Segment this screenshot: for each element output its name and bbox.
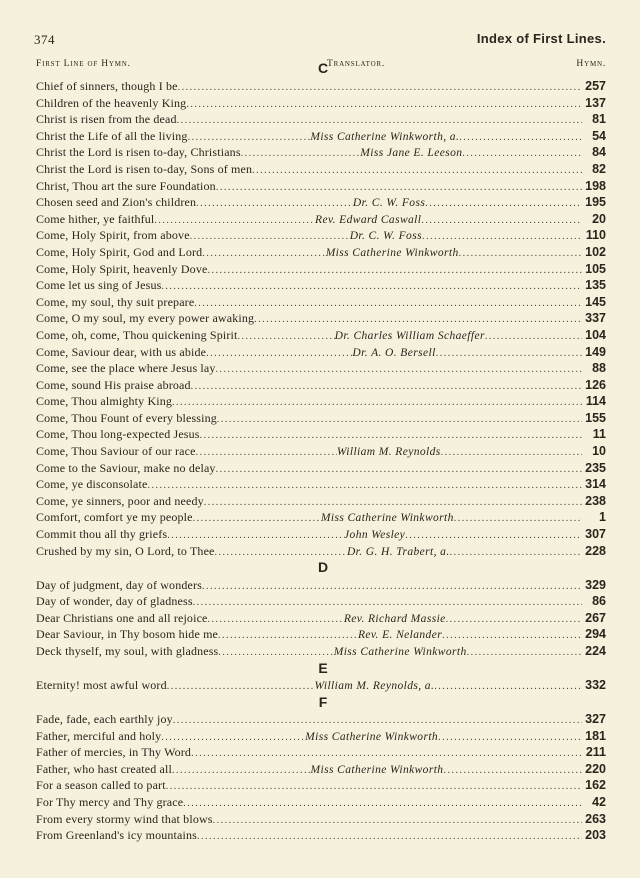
hymn-number: 137 — [585, 95, 606, 110]
section-letter: D — [317, 559, 329, 576]
dot-leader — [438, 730, 582, 745]
dot-leader — [191, 746, 582, 761]
index-entry — [36, 577, 606, 594]
hymn-number: 224 — [585, 643, 606, 658]
hymn-number: 327 — [585, 711, 606, 726]
first-line-text: Comfort, comfort ye my people — [36, 510, 193, 525]
dot-leader — [154, 213, 315, 228]
index-entry — [36, 144, 606, 161]
first-line-text: Come, Holy Spirit, heavenly Dove — [36, 261, 208, 276]
index-entry — [36, 310, 606, 327]
hymn-number: 263 — [585, 811, 606, 826]
first-line-text: Christ, Thou art the sure Foundation — [36, 178, 216, 193]
dot-leader — [485, 329, 582, 344]
translator-name: Miss Catherine Winkworth, a. — [310, 130, 460, 143]
first-line-text: Christ the Lord is risen to-day, Sons of men — [36, 161, 253, 176]
dot-leader — [208, 612, 344, 627]
dot-leader — [202, 246, 325, 261]
index-entry — [36, 194, 606, 211]
first-line-text: Come, Holy Spirit, from above — [36, 228, 190, 243]
hymn-number: 332 — [585, 677, 606, 692]
translator-name: Dr. C. W. Foss — [349, 230, 422, 243]
hymn-number: 86 — [592, 594, 606, 609]
hymn-number: 267 — [585, 610, 606, 625]
dot-leader — [172, 763, 311, 778]
index-entry — [36, 744, 606, 761]
dot-leader — [254, 312, 582, 327]
first-line-text: Christ the Lord is risen to-day, Christians — [36, 145, 241, 160]
hymn-number: 88 — [592, 361, 606, 376]
hymn-number: 307 — [585, 527, 606, 542]
dot-leader — [459, 246, 582, 261]
hymn-number: 114 — [585, 394, 606, 409]
hymn-number: 105 — [585, 261, 606, 276]
first-line-text: Dear Christians one and all rejoice — [36, 610, 208, 625]
hymn-number: 155 — [585, 410, 606, 425]
index-entry — [36, 543, 606, 560]
hymn-number: 235 — [585, 460, 606, 475]
index-entry — [36, 294, 606, 311]
index-entry — [36, 526, 606, 543]
index-entry — [36, 410, 606, 427]
dot-leader — [252, 163, 582, 178]
dot-leader — [216, 362, 582, 377]
hymn-number: 135 — [585, 278, 606, 293]
first-line-text: Come, Thou long-expected Jesus — [36, 427, 200, 442]
translator-name: Rev. E. Nelander — [357, 629, 443, 642]
hymn-number: 203 — [585, 828, 606, 843]
index-list — [36, 58, 606, 844]
dot-leader — [196, 196, 353, 211]
dot-leader — [237, 329, 334, 344]
first-line-text: Deck thyself, my soul, with gladness — [36, 643, 219, 658]
index-entry — [36, 377, 606, 394]
first-line-text: Day of judgment, day of wonders — [36, 577, 202, 592]
translator-name: Miss Catherine Winkworth — [305, 730, 439, 743]
hymn-number: 337 — [585, 311, 606, 326]
column-header-translator: Translator. — [327, 59, 386, 69]
hymn-number: 314 — [585, 477, 606, 492]
dot-leader — [183, 796, 582, 811]
index-entry — [36, 227, 606, 244]
hymn-number: 82 — [592, 161, 606, 176]
index-entry — [36, 593, 606, 610]
dot-leader — [218, 628, 358, 643]
dot-leader — [206, 346, 352, 361]
index-entry — [36, 393, 606, 410]
hymn-number: 198 — [585, 178, 606, 193]
index-entry — [36, 277, 606, 294]
hymn-number: 42 — [592, 794, 606, 809]
dot-leader — [173, 713, 582, 728]
first-line-text: From every stormy wind that blows — [36, 811, 213, 826]
first-line-text: Come to the Saviour, make no delay — [36, 460, 216, 475]
first-line-text: Come, ye sinners, poor and needy — [36, 493, 204, 508]
hymn-number: 11 — [592, 427, 606, 442]
first-line-text: Come, sound His praise abroad — [36, 377, 191, 392]
first-line-text: Chosen seed and Zion's children — [36, 195, 197, 210]
index-entry — [36, 161, 606, 178]
index-entry — [36, 626, 606, 643]
dot-leader — [193, 595, 582, 610]
dot-leader — [147, 478, 582, 493]
translator-name: Miss Catherine Winkworth — [320, 512, 454, 525]
index-entry — [36, 344, 606, 361]
dot-leader — [202, 579, 582, 594]
column-header-hymn: Hymn. — [576, 59, 606, 69]
first-line-text: Come, my soul, thy suit prepare — [36, 294, 195, 309]
first-line-text: Come, oh, come, Thou quickening Spirit — [36, 327, 238, 342]
first-line-text: From Greenland's icy mountains — [36, 828, 197, 843]
dot-leader — [241, 146, 361, 161]
dot-leader — [446, 612, 582, 627]
dot-leader — [193, 511, 321, 526]
index-entry — [36, 426, 606, 443]
page-title: Index of First Lines. — [476, 31, 606, 46]
dot-leader — [194, 296, 582, 311]
hymn-number: 10 — [592, 444, 606, 459]
hymn-number: 238 — [585, 493, 606, 508]
dot-leader — [191, 379, 582, 394]
first-line-text: Christ is risen from the dead — [36, 112, 177, 127]
first-line-text: Come let us sing of Jesus — [36, 278, 162, 293]
dot-leader — [462, 146, 582, 161]
index-entry — [36, 711, 606, 728]
dot-leader — [161, 279, 582, 294]
first-line-text: Come, Thou almighty King — [36, 394, 173, 409]
index-entry — [36, 261, 606, 278]
dot-leader — [454, 511, 582, 526]
first-line-text: Fade, fade, each earthly joy — [36, 711, 173, 726]
index-entry — [36, 811, 606, 828]
index-entry — [36, 78, 606, 95]
first-line-text: Father, who hast created all — [36, 761, 173, 776]
first-line-text: Father, merciful and holy — [36, 728, 162, 743]
hymn-number: 145 — [585, 294, 606, 309]
translator-name: William M. Reynolds — [336, 446, 441, 459]
dot-leader — [442, 628, 582, 643]
translator-name: Dr. C. W. Foss — [352, 197, 426, 210]
translator-name: William M. Reynolds, a. — [314, 679, 435, 692]
dot-leader — [459, 130, 582, 145]
hymn-number: 294 — [585, 627, 606, 642]
translator-name: Rev. Richard Massie — [343, 612, 446, 625]
dot-leader — [204, 495, 582, 510]
dot-leader — [405, 528, 582, 543]
index-entry — [36, 509, 606, 526]
dot-leader — [421, 213, 582, 228]
hymn-number: 195 — [585, 195, 606, 210]
hymn-number: 329 — [585, 577, 606, 592]
index-entry — [36, 443, 606, 460]
section-letter: F — [318, 693, 328, 710]
index-entry — [36, 178, 606, 195]
dot-leader — [216, 180, 582, 195]
hymn-number: 257 — [585, 79, 606, 93]
index-entry — [36, 777, 606, 794]
first-line-text: Come, ye disconsolate — [36, 477, 148, 492]
dot-leader — [161, 730, 305, 745]
index-entry — [36, 460, 606, 477]
dot-leader — [197, 829, 582, 844]
hymn-number: 181 — [585, 728, 606, 743]
dot-leader — [213, 813, 582, 828]
first-line-text: For a season called to part — [36, 778, 166, 793]
hymn-number: 104 — [585, 327, 606, 342]
translator-name: Miss Catherine Winkworth — [310, 763, 444, 776]
translator-name: Dr. Charles William Schaeffer — [334, 329, 485, 342]
index-entry — [36, 244, 606, 261]
first-line-text: Children of the heavenly King — [36, 95, 187, 110]
hymn-number: 54 — [592, 128, 606, 143]
dot-leader — [422, 229, 582, 244]
dot-leader — [207, 263, 582, 278]
section-letter: C — [317, 60, 329, 76]
dot-leader — [450, 545, 582, 560]
index-entry — [36, 677, 606, 694]
dot-leader — [218, 645, 333, 660]
hymn-number: 162 — [585, 778, 606, 793]
index-entry — [36, 493, 606, 510]
dot-leader — [216, 462, 582, 477]
index-entry — [36, 476, 606, 493]
translator-name: Miss Catherine Winkworth — [325, 246, 459, 259]
hymn-number: 102 — [585, 244, 606, 259]
translator-name: Dr. A. O. Bersell — [352, 346, 436, 359]
dot-leader — [443, 763, 582, 778]
index-entry — [36, 128, 606, 145]
index-entry — [36, 95, 606, 112]
index-entry — [36, 610, 606, 627]
hymn-number: 81 — [592, 112, 606, 127]
first-line-text: Come hither, ye faithful — [36, 211, 155, 226]
first-line-text: Day of wonder, day of gladness — [36, 594, 193, 609]
dot-leader — [167, 679, 315, 694]
index-entry — [36, 761, 606, 778]
index-entry — [36, 643, 606, 660]
dot-leader — [436, 346, 582, 361]
dot-leader — [215, 545, 347, 560]
hymn-number: 211 — [585, 745, 606, 760]
first-line-text: Commit thou all thy griefs — [36, 527, 168, 542]
dot-leader — [178, 80, 582, 95]
hymn-number: 84 — [592, 145, 606, 160]
first-line-text: Come, Thou Saviour of our race — [36, 444, 196, 459]
index-entry — [36, 327, 606, 344]
hymn-number: 110 — [585, 228, 606, 243]
page-number: 374 — [34, 32, 55, 47]
index-entry — [36, 211, 606, 228]
first-line-text: Father of mercies, in Thy Word — [36, 745, 192, 760]
first-line-text: Come, see the place where Jesus lay — [36, 361, 216, 376]
first-line-text: Crushed by my sin, O Lord, to Thee — [36, 543, 215, 558]
dot-leader — [196, 445, 337, 460]
hymn-number: 20 — [592, 211, 606, 226]
dot-leader — [434, 679, 582, 694]
dot-leader — [425, 196, 582, 211]
first-line-text: Christ the Life of all the living — [36, 128, 188, 143]
dot-leader — [172, 395, 582, 410]
translator-name: Miss Jane E. Leeson — [360, 147, 463, 160]
dot-leader — [167, 528, 344, 543]
translator-name: Rev. Edward Caswall — [315, 213, 422, 226]
first-line-text: For Thy mercy and Thy grace — [36, 794, 184, 809]
first-line-text: Dear Saviour, in Thy bosom hide me — [36, 627, 219, 642]
dot-leader — [190, 229, 350, 244]
first-line-text: Eternity! most awful word — [36, 677, 167, 692]
section-letter: E — [318, 659, 328, 676]
dot-leader — [217, 412, 582, 427]
index-entry — [36, 827, 606, 844]
first-line-text: Come, O my soul, my every power awaking — [36, 311, 255, 326]
index-entry — [36, 111, 606, 128]
column-header-first-line: First Line of Hymn. — [36, 59, 131, 69]
hymn-number: 228 — [585, 543, 606, 558]
hymn-number: 1 — [599, 510, 606, 525]
index-entry — [36, 794, 606, 811]
hymn-number: 149 — [585, 344, 606, 359]
dot-leader — [188, 130, 311, 145]
dot-leader — [467, 645, 582, 660]
first-line-text: Chief of sinners, though I be — [36, 79, 178, 93]
index-entry — [36, 728, 606, 745]
dot-leader — [441, 445, 582, 460]
first-line-text: Come, Saviour dear, with us abide — [36, 344, 207, 359]
translator-name: John Wesley — [344, 529, 406, 542]
first-line-text: Come, Holy Spirit, God and Lord — [36, 244, 203, 259]
index-entry — [36, 360, 606, 377]
dot-leader — [186, 97, 582, 112]
translator-name: Miss Catherine Winkworth — [333, 645, 467, 658]
dot-leader — [166, 779, 582, 794]
dot-leader — [177, 113, 582, 128]
translator-name: Dr. G. H. Trabert, a. — [346, 545, 450, 558]
dot-leader — [200, 428, 582, 443]
hymn-number: 220 — [585, 761, 606, 776]
hymn-number: 126 — [585, 377, 606, 392]
first-line-text: Come, Thou Fount of every blessing — [36, 410, 217, 425]
